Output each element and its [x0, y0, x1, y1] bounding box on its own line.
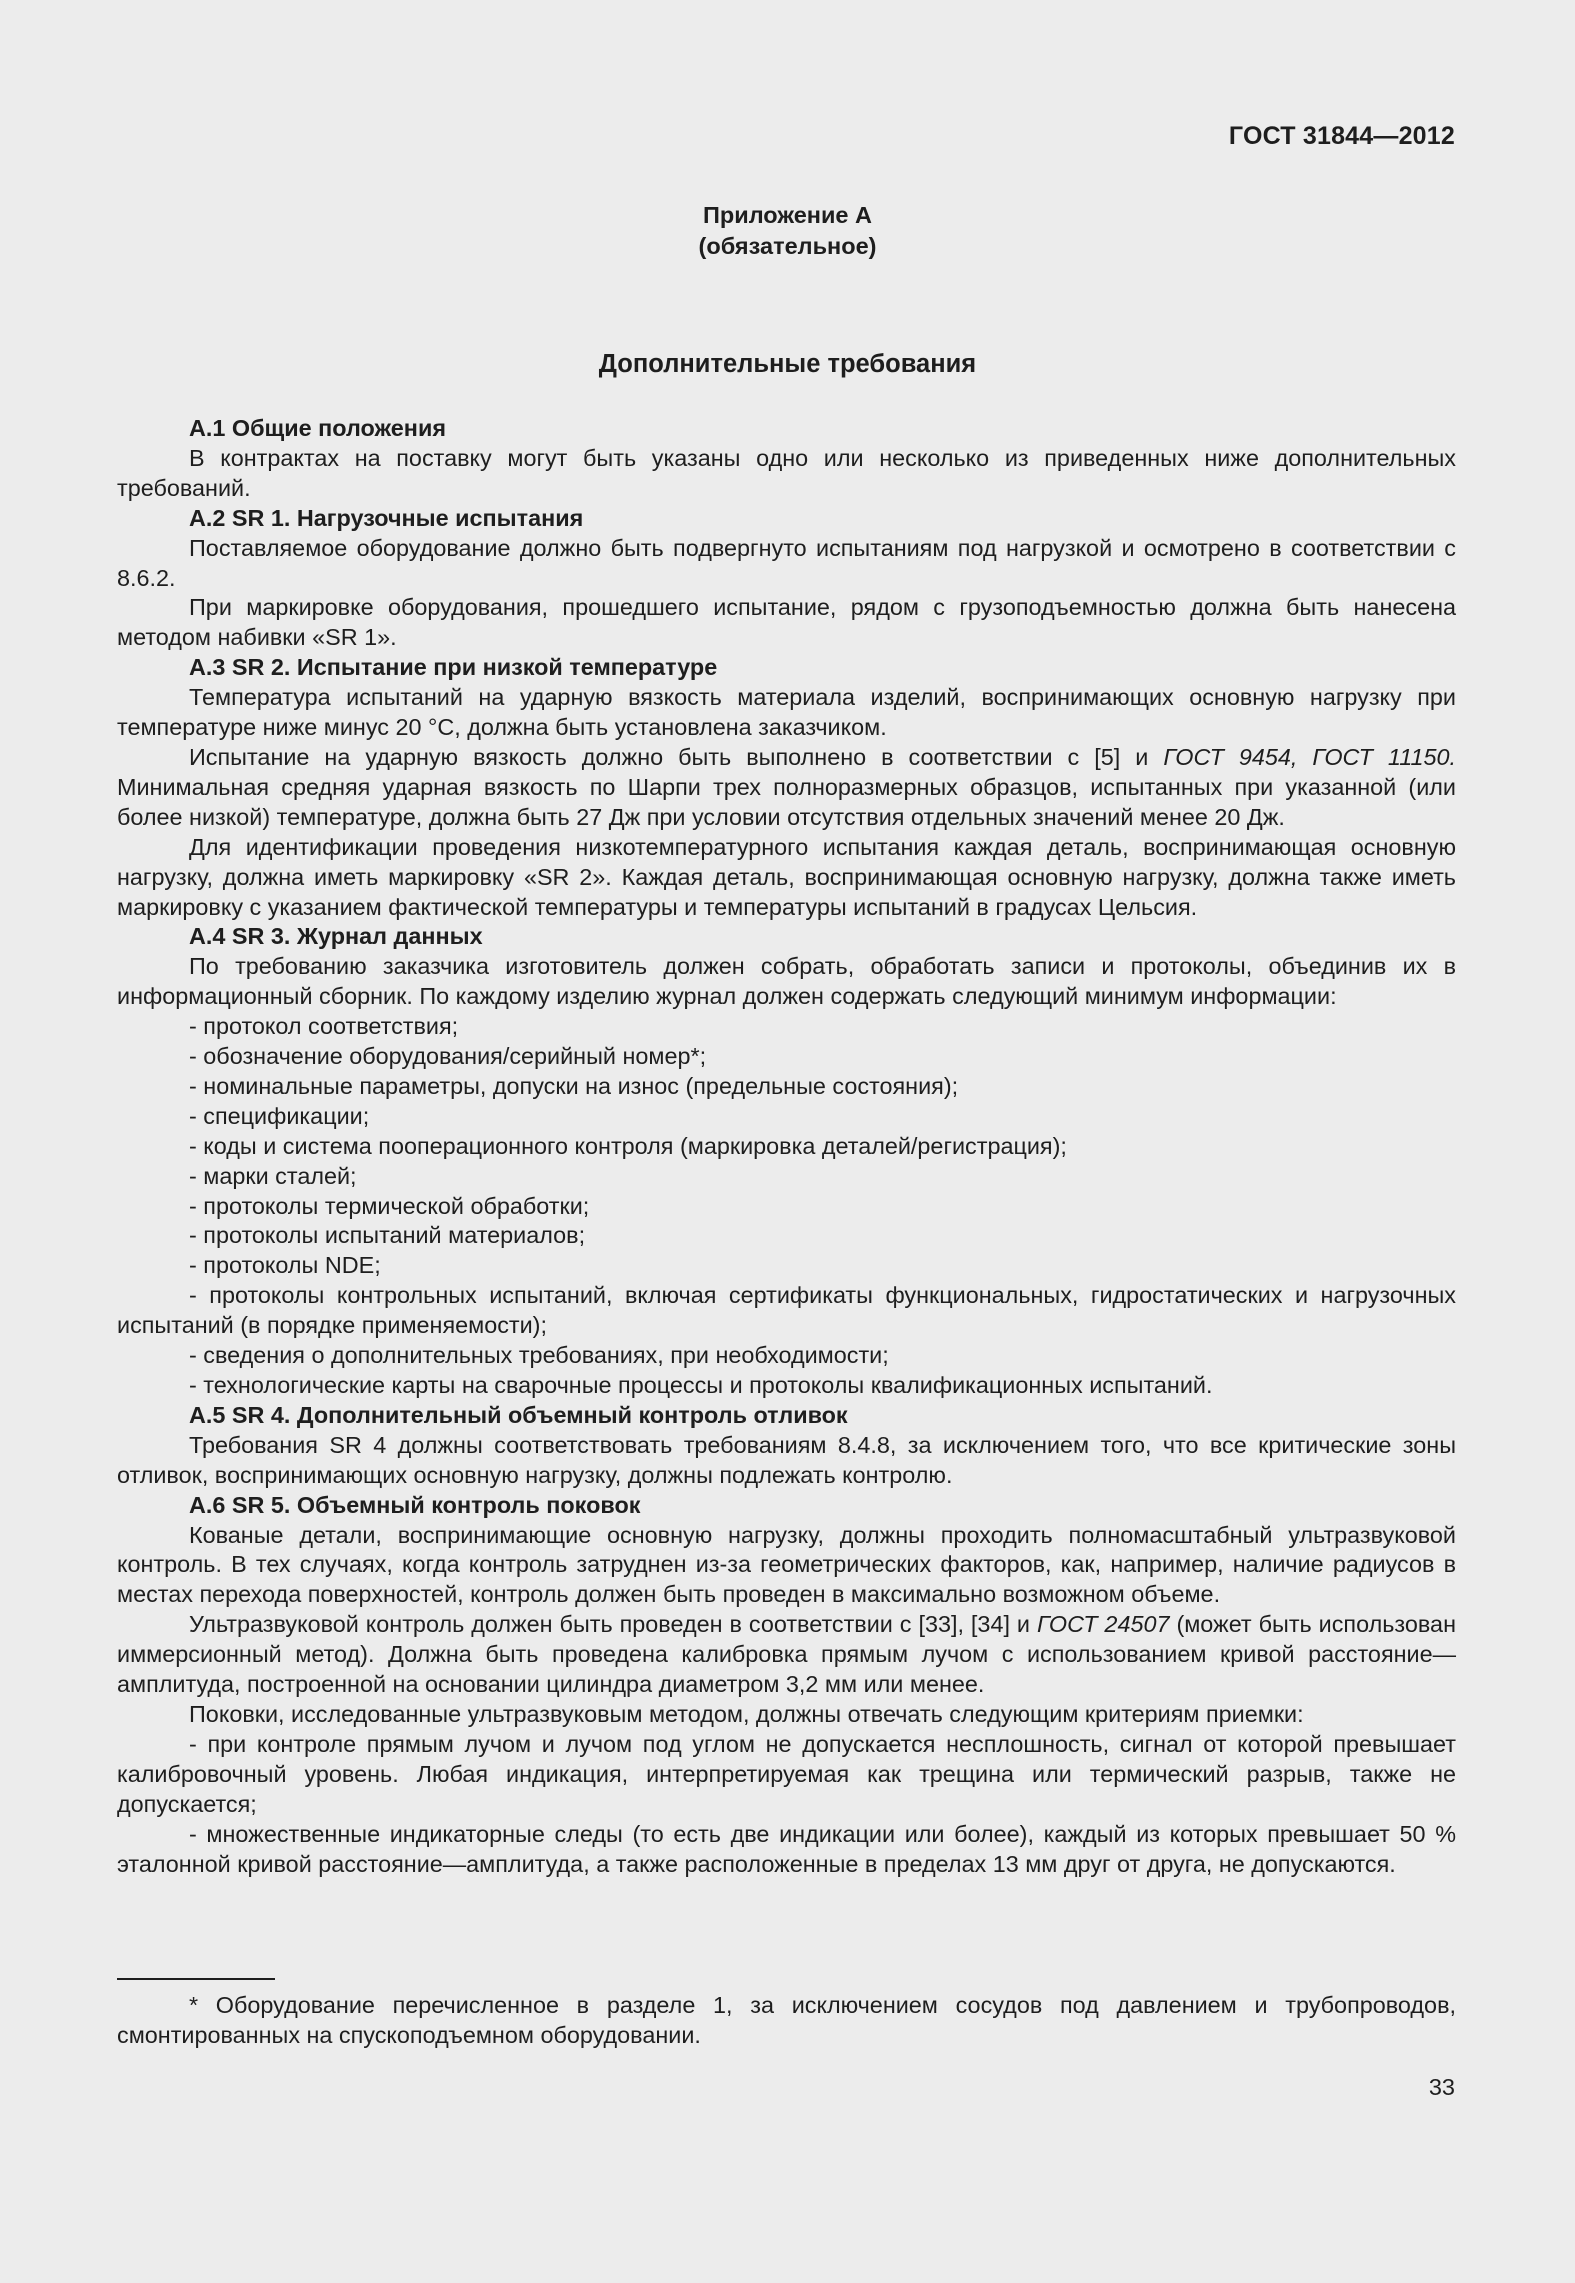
- standard-reference: ГОСТ 9454, ГОСТ 11150.: [1163, 743, 1457, 770]
- text-run: Минимальная средняя ударная вязкость по Шарпи трех полноразмерных образцов, испытанных при указанной (или более низкой) температуре, должна быть 27 Дж при условии отсутствия отдельных значений менее 20 Дж.: [117, 773, 1456, 830]
- list-item: - спецификации;: [189, 1102, 370, 1129]
- paragraph: Требования SR 4 должны соответствовать требованиям 8.4.8, за исключением того, что все критические зоны отливок, воспринимающих основную нагрузку, должны подлежать контролю.: [117, 1431, 1456, 1488]
- annex-heading: [0, 200, 1575, 262]
- footnote-divider: [117, 1978, 275, 1980]
- page-number: 33: [1428, 2074, 1455, 2100]
- section-heading: А.1 Общие положения: [189, 415, 446, 441]
- paragraph: - при контроле прямым лучом и лучом под углом не допускается несплошность, сигнал от которой превышает калибровочный уровень. Любая индикация, интерпретируемая как трещина или термический разрыв, также не допускается;: [117, 1730, 1456, 1817]
- page-title: Дополнительные требования: [598, 350, 977, 378]
- section-heading: А.4 SR 3. Журнал данных: [189, 923, 483, 950]
- paragraph: [117, 743, 1456, 833]
- footnote: [117, 1990, 1456, 2050]
- paragraph: В контрактах на поставку могут быть указаны одно или несколько из приведенных ниже дополнительных требований.: [117, 444, 1456, 501]
- list-item: - протоколы NDE;: [189, 1252, 381, 1279]
- list-item: - протоколы контрольных испытаний, включая сертификаты функциональных, гидростатических и нагрузочных испытаний (в порядке применяемости);: [117, 1282, 1456, 1339]
- document-code: ГОСТ 31844—2012: [1228, 122, 1455, 150]
- paragraph: Поковки, исследованные ультразвуковым методом, должны отвечать следующим критериям приемки:: [189, 1700, 1304, 1727]
- paragraph: Температура испытаний на ударную вязкость материала изделий, воспринимающих основную нагрузку при температуре ниже минус 20 °С, должна быть установлена заказчиком.: [117, 684, 1456, 741]
- list-item: - марки сталей;: [189, 1162, 357, 1189]
- list-item: - протоколы испытаний материалов;: [189, 1222, 586, 1249]
- annex-title: Приложение А: [703, 202, 872, 228]
- paragraph: При маркировке оборудования, прошедшего испытание, рядом с грузоподъемностью должна быть нанесена методом набивки «SR 1».: [117, 594, 1456, 651]
- annex-status: (обязательное): [698, 233, 877, 259]
- list-item: - протокол соответствия;: [189, 1013, 459, 1040]
- list-item: - протоколы термической обработки;: [189, 1192, 590, 1219]
- text-run: (может быть использован иммерсионный метод). Должна быть проведена калибровка прямым лучом с использованием кривой расстояние—амплитуда, построенной на основании цилиндра диаметром 3,2 мм или менее.: [117, 1611, 1456, 1698]
- list-item: - технологические карты на сварочные процессы и протоколы квалификационных испытаний.: [189, 1372, 1213, 1398]
- text-run: Ультразвуковой контроль должен быть проведен в соответствии с [33], [34] и: [189, 1611, 1037, 1638]
- paragraph: Для идентификации проведения низкотемпературного испытания каждая деталь, воспринимающая основную нагрузку, должна иметь маркировку «SR 2». Каждая деталь, воспринимающая основную нагрузку, должна также иметь маркировку с указанием фактической температуры и температуры испытаний в градусах Цельсия.: [117, 833, 1456, 920]
- list-item: - обозначение оборудования/серийный номер*;: [189, 1043, 707, 1070]
- paragraph: [117, 1610, 1456, 1700]
- paragraph: - множественные индикаторные следы (то есть две индикации или более), каждый из которых превышает 50 % эталонной кривой расстояние—амплитуда, а также расположенные в пределах 13 мм друг от друга, не допускаются.: [117, 1820, 1456, 1877]
- section-heading: А.3 SR 2. Испытание при низкой температуре: [189, 654, 718, 681]
- list-item: - номинальные параметры, допуски на износ (предельные состояния);: [189, 1072, 959, 1099]
- paragraph: По требованию заказчика изготовитель должен собрать, обработать записи и протоколы, объединив их в информационный сборник. По каждому изделию журнал должен содержать следующий минимум информации:: [117, 953, 1456, 1010]
- paragraph: Поставляемое оборудование должно быть подвергнуто испытаниям под нагрузкой и осмотрено в соответствии с 8.6.2.: [117, 534, 1456, 591]
- paragraph: Кованые детали, воспринимающие основную нагрузку, должны проходить полномасштабный ультразвуковой контроль. В тех случаях, когда контроль затруднен из-за геометрических факторов, как, например, наличие радиусов в местах перехода поверхностей, контроль должен быть проведен в максимально возможном объеме.: [117, 1521, 1456, 1608]
- document-body: [117, 414, 1456, 1879]
- text-run: Испытание на ударную вязкость должно быть выполнено в соответствии с [5] и: [189, 743, 1164, 770]
- section-heading: А.5 SR 4. Дополнительный объемный контроль отливок: [189, 1401, 848, 1428]
- section-heading: А.2 SR 1. Нагрузочные испытания: [189, 504, 584, 531]
- footnote-text: * Оборудование перечисленное в разделе 1, за исключением сосудов под давлением и трубопроводов, смонтированных на спускоподъемном оборудовании.: [117, 1992, 1456, 2048]
- standard-reference: ГОСТ 24507: [1036, 1611, 1170, 1638]
- list-item: - сведения о дополнительных требованиях, при необходимости;: [189, 1342, 889, 1369]
- section-heading: А.6 SR 5. Объемный контроль поковок: [189, 1491, 641, 1518]
- list-item: - коды и система пооперационного контроля (маркировка деталей/регистрация);: [189, 1132, 1067, 1159]
